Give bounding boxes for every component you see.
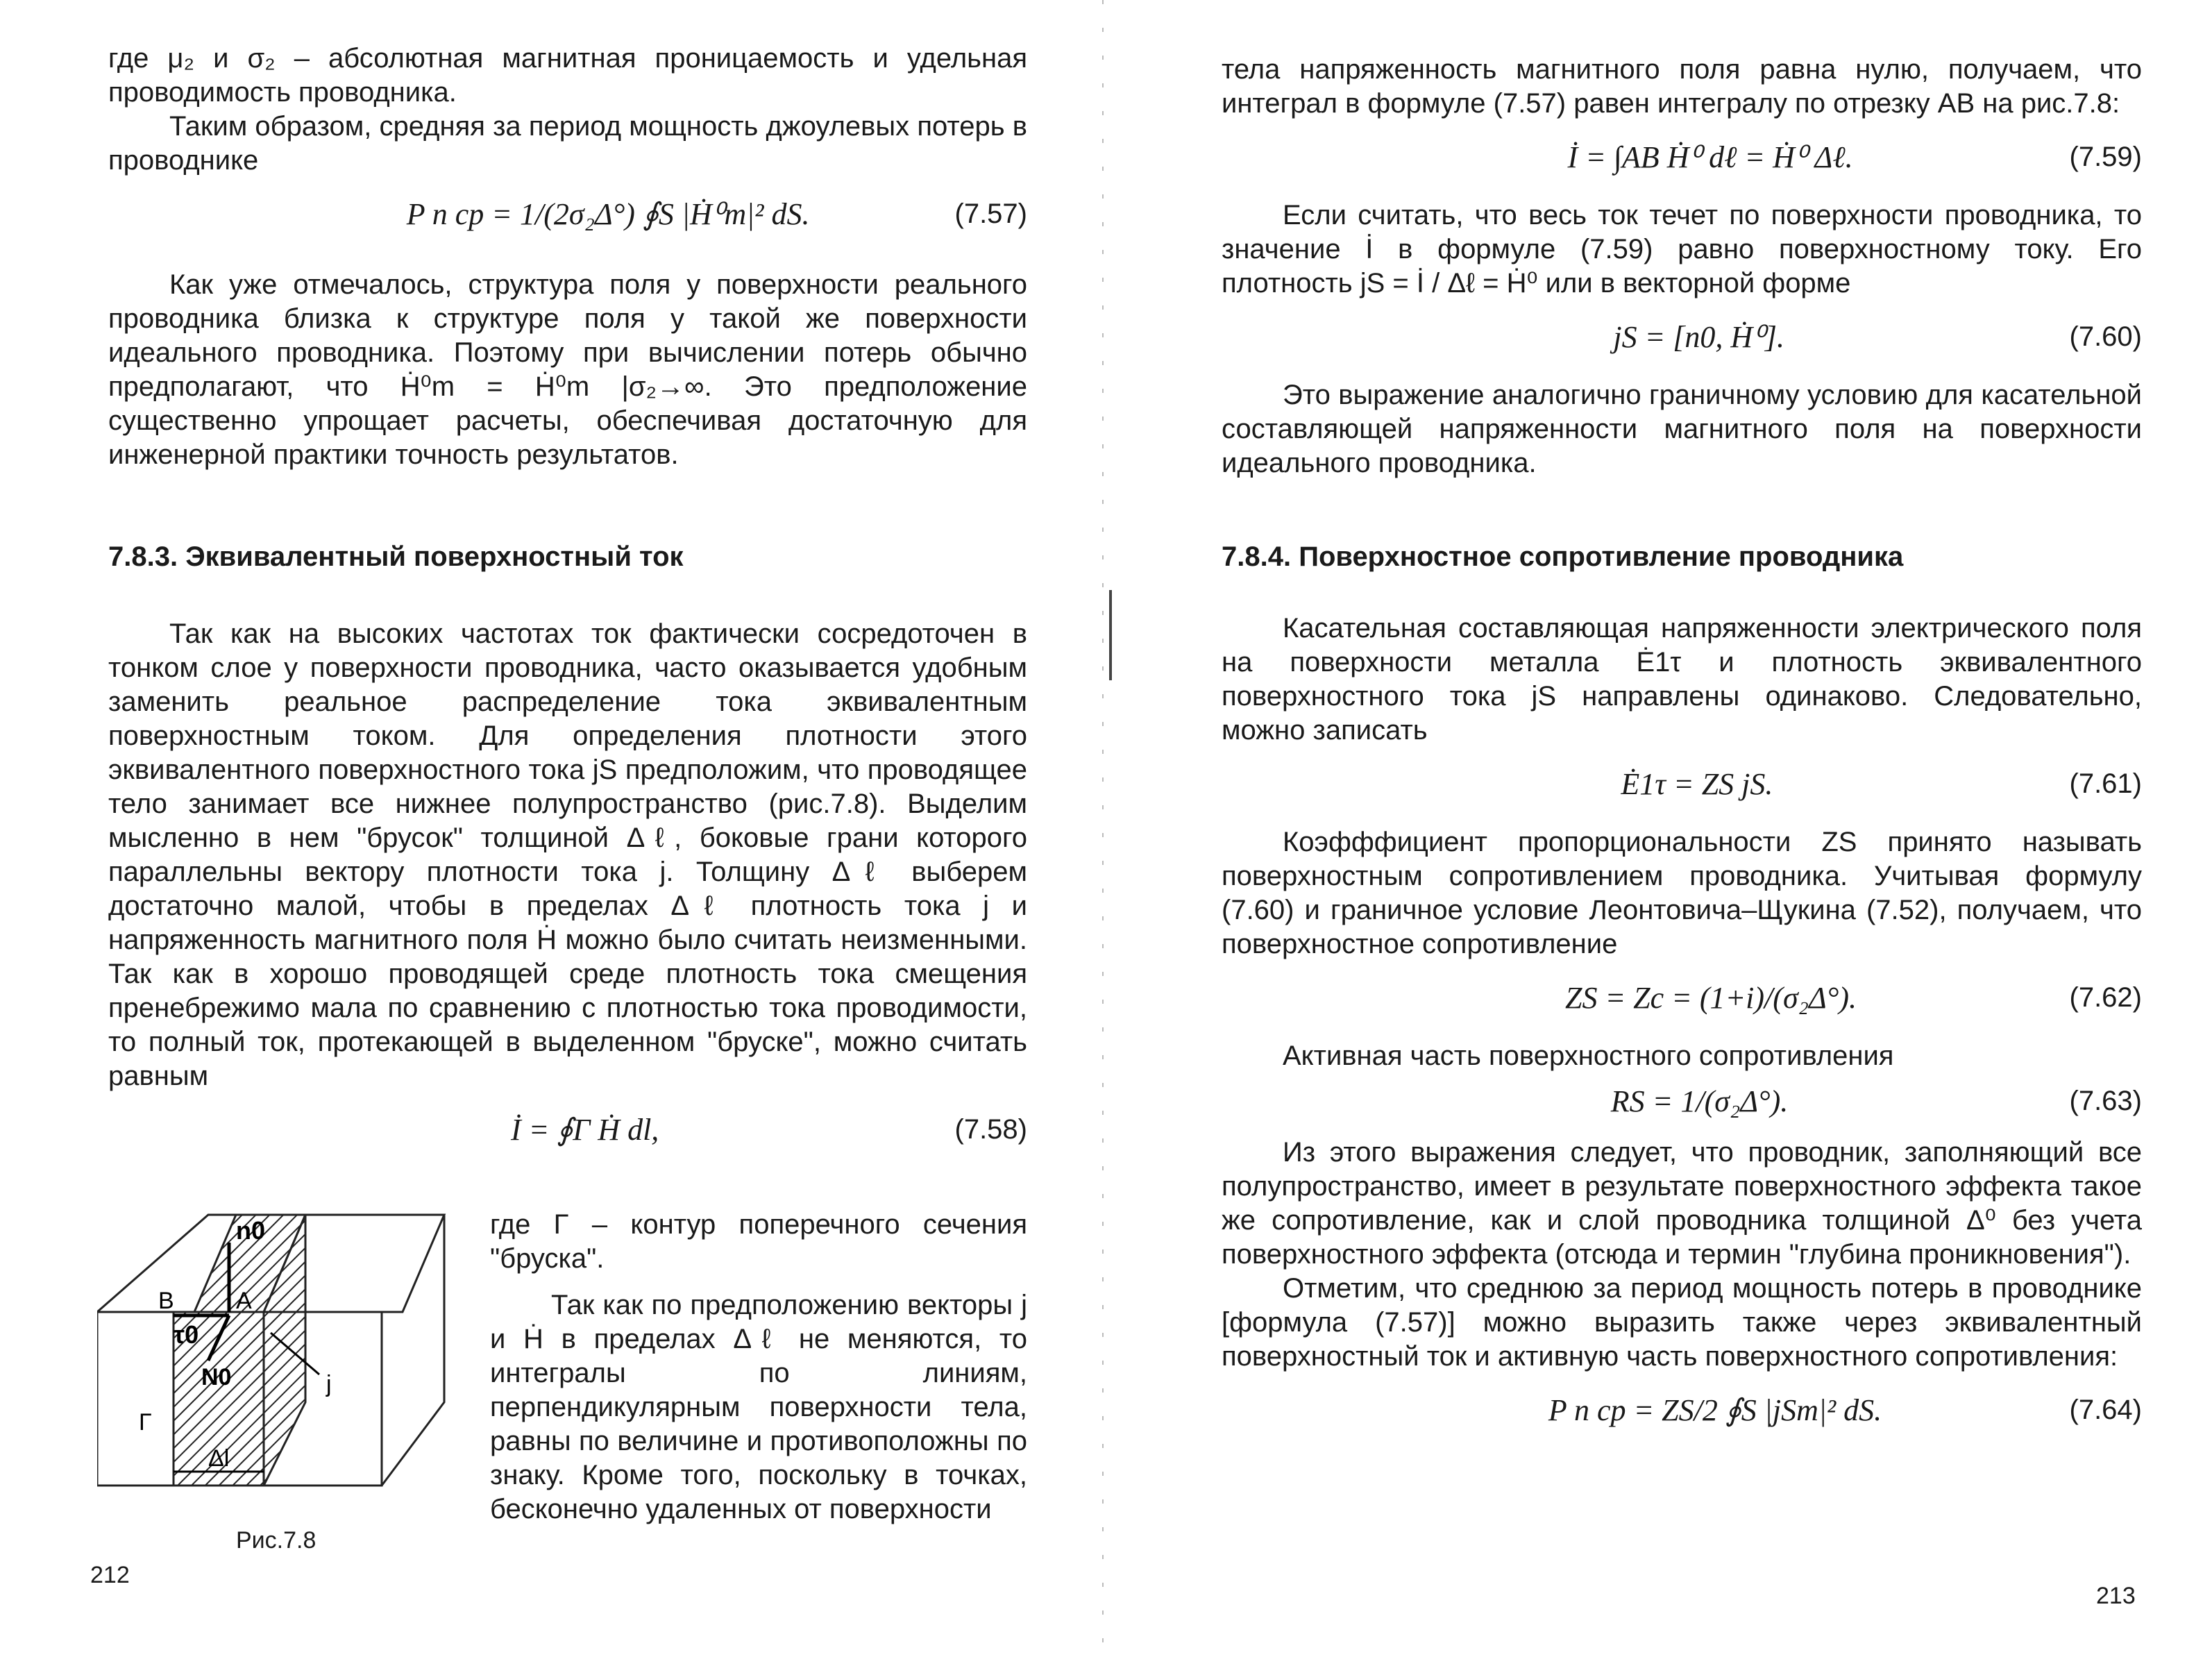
formula-expression: jS = [n0, Ḣ⁰]. — [1613, 320, 1784, 354]
formula-expression: Ė1τ = ZS jS. — [1621, 767, 1773, 801]
formula-number: (7.63) — [2069, 1086, 2142, 1116]
figure-label: B — [158, 1288, 174, 1314]
paragraph: Из этого выражения следует, что проводник, заполняющий все полупространство, имеет в результате поверхностного эффекта такое же сопротивление, как и слой проводника толщиной Δ⁰ без учета поверхностного эффекта (отсюда и термин "глубина проникновения"). — [1222, 1137, 2142, 1270]
paragraph: где Γ – контур поперечного сечения "бруска". — [490, 1209, 1027, 1274]
formula-expression: İ = ∫AB Ḣ⁰ dℓ = Ḣ⁰ Δℓ. — [1567, 140, 1853, 174]
right-main-column — [1222, 53, 2142, 1452]
paragraph: Коэфффициент пропорциональности ZS принято называть поверхностным сопротивлением проводника. Учитывая формулу (7.60) и граничное условие Леонтовича–Щукина (7.52), получаем, что поверхностное сопротивление — [1222, 827, 2142, 959]
paragraph: Как уже отмечалось, структура поля у поверхности реального проводника близка к структуре поля у такой же поверхности идеального проводника. Поэтому при вычислении потерь обычно предполагают, что Ḣ⁰m = Ḣ⁰m |σ₂→∞. Это предположение существенно упрощает расчеты, обеспечивая достаточную для инженерной практики точность результатов. — [108, 269, 1027, 470]
figure-label: Δl — [208, 1445, 230, 1472]
paragraph: Таким образом, средняя за период мощность джоулевых потерь в проводнике — [108, 111, 1027, 176]
formula-7-64 — [1222, 1381, 2142, 1445]
left-main-column — [108, 42, 1027, 1171]
formula-7-58 — [497, 1100, 1027, 1164]
left-page — [0, 0, 1083, 1666]
formula-7-62 — [1222, 968, 2142, 1032]
formula-number: (7.59) — [2069, 142, 2142, 172]
formula-expression: ZS = Zc = (1+i)/(σ₂Δ°). — [1564, 981, 1857, 1015]
formula-number: (7.57) — [954, 199, 1027, 229]
paragraph: Активная часть поверхностного сопротивления — [1283, 1041, 1894, 1071]
paragraph: Так как по предположению векторы j и Ḣ в пределах Δℓ не меняются, то интегралы по линиям, перпендикулярным поверхности тела, равны по величине и противоположны по знаку. Кроме того, поскольку в точках, бесконечно удаленных от поверхности — [490, 1290, 1027, 1524]
figure-label: j — [326, 1371, 332, 1397]
formula-7-59 — [1222, 128, 2142, 192]
paragraph: Отметим, что среднюю за период мощность потерь в проводнике [формула (7.57)] можно выразить также через эквивалентный поверхностный ток и активную часть поверхностного сопротивления: — [1222, 1273, 2142, 1372]
formula-number: (7.61) — [2069, 768, 2142, 799]
formula-expression: P п ср = ZS/2 ∮S |jSm|² dS. — [1548, 1393, 1882, 1427]
formula-7-60 — [1222, 308, 2142, 371]
figure-label: N0 — [201, 1364, 232, 1390]
figure-caption: Рис.7.8 — [236, 1527, 316, 1554]
page-number: 213 — [2096, 1583, 2136, 1609]
paragraph: Это выражение аналогично граничному условию для касательной составляющей напряженности магнитного поля на поверхности идеального проводника. — [1222, 380, 2142, 478]
wrapped-text-column — [490, 1208, 1027, 1526]
formula-number: (7.58) — [954, 1114, 1027, 1145]
formula-expression: RS = 1/(σ₂Δ°). — [1610, 1084, 1789, 1118]
paragraph: Так как на высоких частотах ток фактически сосредоточен в тонком слое у поверхности проводника, часто оказывается удобным заменить реальное распределение тока эквивалентным поверхностным током. Для определения плотности этого эквивалентного поверхностного тока jS предположим, что проводящее тело занимает все нижнее полупространство (рис.7.8). Выделим мысленно в нем "брусок" толщиной Δℓ, боковые грани которого параллельны вектору плотности тока j. Толщину Δℓ выберем достаточно малой, чтобы в пределах Δℓ плотность тока j и напряженность магнитного поля Ḣ можно было считать неизменными. Так как в хорошо проводящей среде плотность тока смещения пренебрежимо мала по сравнению с плотностью тока проводимости, то полный ток, протекающей в выделенном "бруске", можно считать равным — [108, 619, 1027, 1091]
formula-number: (7.60) — [2069, 321, 2142, 352]
figure-label: Γ — [139, 1409, 152, 1436]
section-heading: 7.8.4. Поверхностное сопротивление проводника — [1222, 541, 1904, 572]
figure-label: A — [236, 1288, 252, 1314]
right-page — [1104, 0, 2212, 1666]
paragraph: где μ₂ и σ₂ – абсолютная магнитная проницаемость и удельная проводимость проводника. — [108, 43, 1027, 108]
paragraph: тела напряженность магнитного поля равна нулю, получаем, что интеграл в формуле (7.57) равен интегралу по отрезку AB на рис.7.8: — [1222, 54, 2142, 119]
figure-label: τ0 — [174, 1320, 199, 1349]
formula-number: (7.62) — [2069, 982, 2142, 1013]
page-number: 212 — [90, 1562, 130, 1588]
formula-7-63 — [1222, 1080, 2142, 1129]
formula-number: (7.64) — [2069, 1395, 2142, 1425]
paragraph: Касательная составляющая напряженности электрического поля на поверхности металла Ė1τ и плотность эквивалентного поверхностного тока jS направлены одинаково. Следовательно, можно записать — [1222, 613, 2142, 746]
formula-expression: P п ср = 1/(2σ₂Δ°) ∮S |Ḣ⁰m|² dS. — [406, 197, 810, 231]
formula-expression: İ = ∮Γ Ḣ dl, — [511, 1113, 659, 1147]
formula-7-57 — [108, 185, 1027, 249]
figure-label: n0 — [236, 1216, 266, 1245]
formula-7-61 — [1222, 755, 2142, 818]
figure-7-8 — [97, 1194, 465, 1527]
paragraph: Если считать, что весь ток течет по поверхности проводника, то значение İ в формуле (7.59) равно поверхностному току. Его плотность jS = İ / Δℓ = Ḣ⁰ или в векторной форме — [1222, 200, 2142, 298]
section-heading: 7.8.3. Эквивалентный поверхностный ток — [108, 541, 684, 572]
